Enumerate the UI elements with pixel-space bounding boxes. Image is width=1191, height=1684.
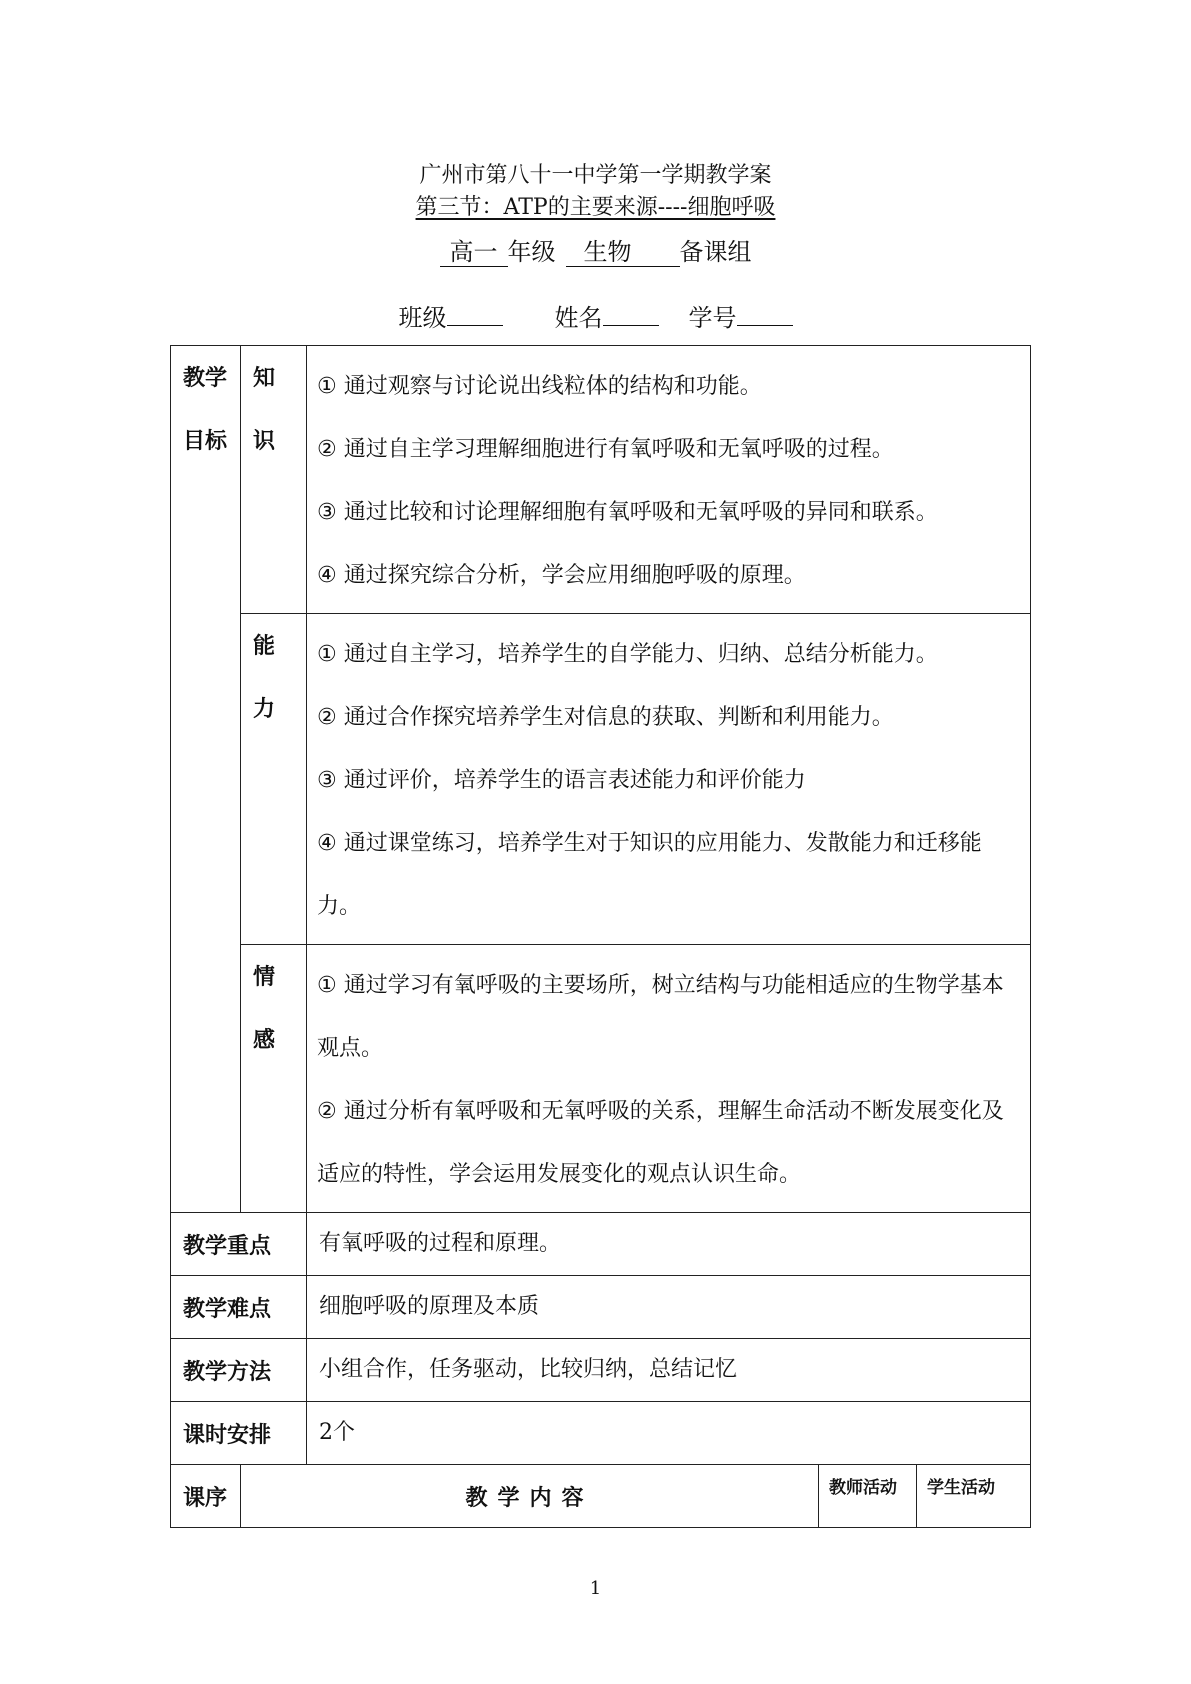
list-item: ④ 通过课堂练习，培养学生对于知识的应用能力、发散能力和迁移能力。 <box>317 831 982 919</box>
ability-label-line1: 能 <box>253 634 276 659</box>
content-header: 教学内容 <box>241 1465 819 1528</box>
difficulties-value: 细胞呼吸的原理及本质 <box>307 1276 1031 1339</box>
methods-label: 教学方法 <box>171 1339 307 1402</box>
schedule-row <box>171 1402 1031 1465</box>
section-subtitle <box>0 190 1191 221</box>
knowledge-label-line2: 识 <box>253 429 276 454</box>
objectives-label-line1: 教学 <box>183 366 228 391</box>
list-item: ① 通过自主学习，培养学生的自学能力、归纳、总结分析能力。 <box>317 642 938 667</box>
list-item: ② 通过合作探究培养学生对信息的获取、判断和利用能力。 <box>317 705 894 730</box>
schedule-value: 2个 <box>307 1402 1031 1465</box>
teacher-activity-header: 教师活动 <box>819 1465 917 1528</box>
list-item: ① 通过学习有氧呼吸的主要场所，树立结构与功能相适应的生物学基本观点。 <box>317 973 1004 1061</box>
methods-value: 小组合作，任务驱动，比较归纳，总结记忆 <box>307 1339 1031 1402</box>
list-item: ④ 通过探究综合分析，学会应用细胞呼吸的原理。 <box>317 563 806 588</box>
list-item: ③ 通过比较和讨论理解细胞有氧呼吸和无氧呼吸的异同和联系。 <box>317 500 938 525</box>
grade-value: 高一 <box>440 238 508 267</box>
number-label: 学号 <box>688 304 737 332</box>
class-label: 班级 <box>398 304 447 332</box>
name-label: 姓名 <box>554 304 603 332</box>
ability-items <box>307 614 1031 945</box>
emotion-items <box>307 945 1031 1213</box>
methods-row <box>171 1339 1031 1402</box>
class-blank[interactable] <box>447 303 503 326</box>
order-header: 课序 <box>171 1465 241 1528</box>
objectives-ability-row <box>171 614 1031 945</box>
difficulties-row <box>171 1276 1031 1339</box>
lesson-plan-table <box>170 345 1031 1528</box>
grade-subject-line <box>0 238 1191 267</box>
ability-label-line2: 力 <box>253 697 276 722</box>
content-header-row <box>171 1465 1031 1528</box>
knowledge-label <box>241 346 307 614</box>
objectives-emotion-row <box>171 945 1031 1213</box>
objectives-knowledge-row <box>171 346 1031 614</box>
list-item: ① 通过观察与讨论说出线粒体的结构和功能。 <box>317 374 762 399</box>
ability-label <box>241 614 307 945</box>
page-title: 广州市第八十一中学第一学期教学案 <box>419 163 772 188</box>
number-blank[interactable] <box>737 303 793 326</box>
emotion-label <box>241 945 307 1213</box>
difficulties-label: 教学难点 <box>171 1276 307 1339</box>
emotion-label-line2: 感 <box>253 1028 276 1053</box>
key-points-row <box>171 1213 1031 1276</box>
page-number: 1 <box>589 1578 602 1599</box>
list-item: ② 通过自主学习理解细胞进行有氧呼吸和无氧呼吸的过程。 <box>317 437 894 462</box>
list-item: ② 通过分析有氧呼吸和无氧呼吸的关系，理解生命活动不断发展变化及适应的特性，学会运用发展变化的观点认识生命。 <box>317 1099 1004 1187</box>
schedule-label: 课时安排 <box>171 1402 307 1465</box>
name-blank[interactable] <box>603 303 659 326</box>
subject-value: 生物 <box>566 238 650 267</box>
subtitle-text: 第三节：ATP的主要来源----细胞呼吸 <box>415 195 776 220</box>
key-points-value: 有氧呼吸的过程和原理。 <box>307 1213 1031 1276</box>
grade-label: 年级 <box>507 238 556 266</box>
key-points-label: 教学重点 <box>171 1213 307 1276</box>
knowledge-items <box>307 346 1031 614</box>
group-label: 备课组 <box>679 238 752 266</box>
objectives-label-line2: 目标 <box>183 429 228 454</box>
student-info-line <box>0 298 1191 333</box>
emotion-label-line1: 情 <box>253 965 276 990</box>
student-activity-header: 学生活动 <box>917 1465 1031 1528</box>
subject-underline-pad <box>650 238 680 267</box>
knowledge-label-line1: 知 <box>253 366 276 391</box>
objectives-label <box>171 346 241 1213</box>
list-item: ③ 通过评价，培养学生的语言表述能力和评价能力 <box>317 768 806 793</box>
